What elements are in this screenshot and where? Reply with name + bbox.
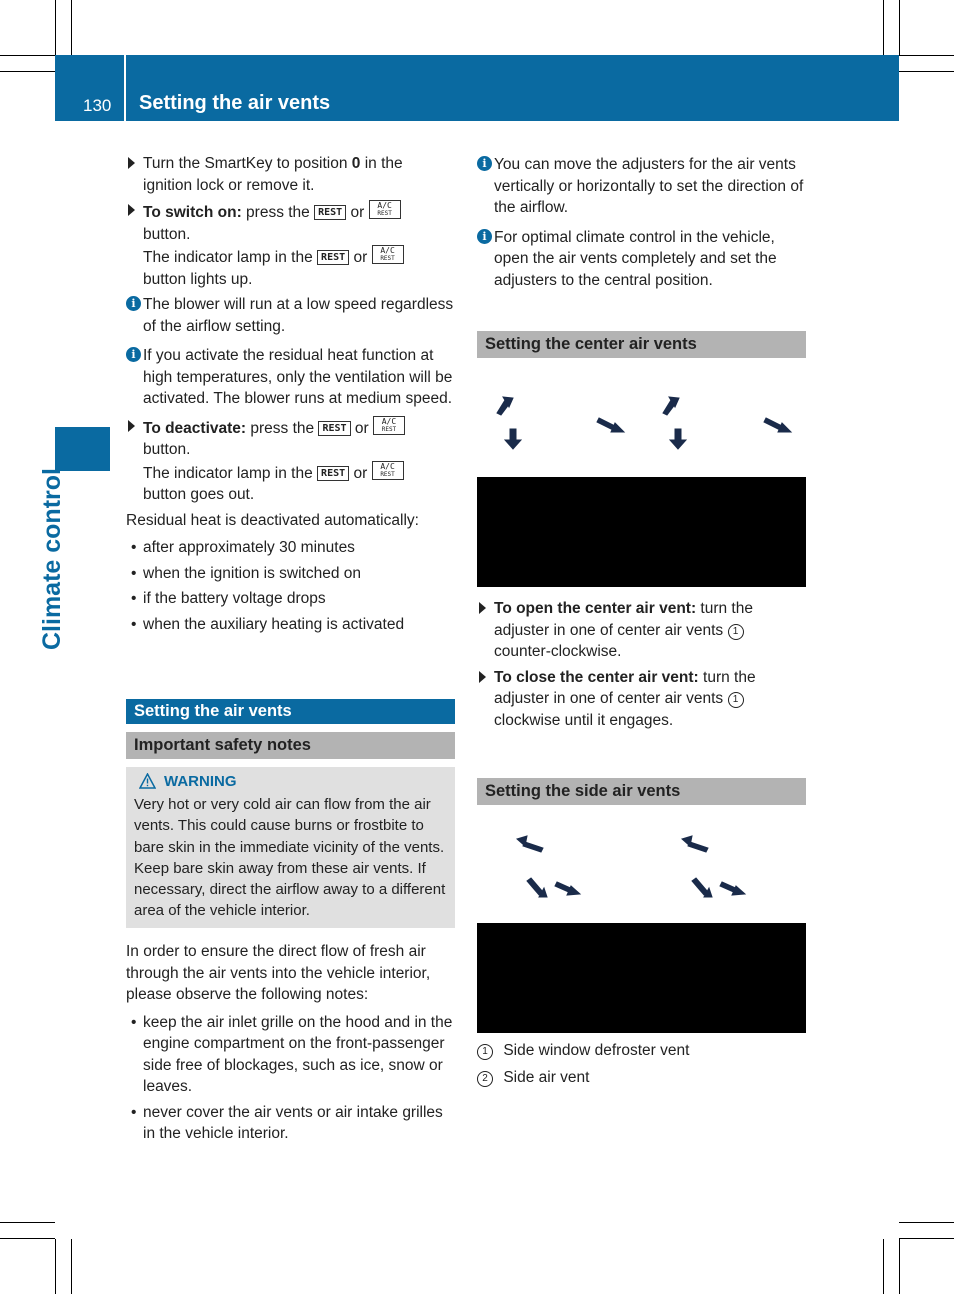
warning-text: Very hot or very cold air can flow from the air vents. This could cause burns or frostbite to bare skin in the immediate vicinity of the vents. Keep bare skin away from these air vents. If necessary, direct the airflow away to a different area of the vehicle interior. (134, 796, 446, 920)
crop-mark (899, 71, 954, 72)
header-divider (124, 55, 126, 121)
direction-arrow-icon (517, 836, 745, 897)
list-item: • after approximately 30 minutes (126, 537, 456, 559)
callout-1-icon: 1 (477, 1044, 493, 1060)
warning-triangle-icon (139, 773, 156, 789)
rest-key-icon: REST (314, 205, 346, 220)
warning-header: WARNING (134, 771, 447, 792)
info-icon: i (126, 347, 141, 362)
info-note: i For optimal climate control in the vehicle, open the air vents completely and set the adjusters to the central position. (477, 227, 809, 292)
step-arrow-icon (128, 204, 135, 216)
list-item: • if the battery voltage drops (126, 588, 456, 610)
subsection-heading: Setting the center air vents (477, 331, 806, 358)
crop-mark (71, 1239, 72, 1294)
curved-arrow-icon (497, 397, 791, 449)
crop-mark (55, 0, 56, 55)
crop-mark (71, 0, 72, 55)
legend (477, 1040, 809, 1088)
section-heading: Setting the air vents (126, 699, 455, 724)
step-arrow-icon (128, 157, 135, 169)
rest-key-icon: REST (318, 421, 350, 436)
step-item: To deactivate: press the REST or A/C REST button. The indicator lamp in the REST or A/C REST button goes out. (126, 416, 456, 506)
page-number: 130 (83, 96, 112, 115)
notes-block (126, 941, 458, 1149)
side-vents-photo (477, 923, 806, 1033)
crop-mark (883, 1239, 884, 1294)
info-icon: i (126, 296, 141, 311)
right-info-block (477, 154, 809, 295)
center-steps (477, 598, 809, 735)
page-header (55, 55, 899, 121)
legend-item: 2 Side air vent (477, 1067, 809, 1089)
step-item: To open the center air vent: turn the adjuster in one of center air vents 1 counter-clockwise. (477, 598, 809, 663)
crop-mark (899, 0, 900, 55)
crop-mark (0, 55, 55, 56)
crop-mark (899, 1238, 954, 1239)
ac-rest-key-icon: A/C REST (373, 416, 405, 435)
chapter-label: Climate control (38, 468, 66, 650)
list-item: • when the auxiliary heating is activated (126, 614, 456, 636)
ac-rest-key-icon: A/C REST (372, 245, 404, 264)
residual-intro: Residual heat is deactivated automatically: (126, 511, 419, 529)
list-item: • never cover the air vents or air intake grilles in the vehicle interior. (126, 1102, 458, 1145)
info-note: i If you activate the residual heat function at high temperatures, only the ventilation will be activated. The blower runs at medium speed. (126, 345, 456, 410)
center-vents-photo (477, 477, 806, 587)
crop-mark (899, 1239, 900, 1294)
callout-1-icon: 1 (728, 624, 744, 640)
step-arrow-icon (479, 671, 486, 683)
step-arrow-icon (479, 602, 486, 614)
chapter-tab (55, 427, 110, 471)
info-icon: i (477, 156, 492, 171)
step-item: To close the center air vent: turn the adjuster in one of center air vents 1 clockwise until it engages. (477, 667, 809, 732)
notes-intro: In order to ensure the direct flow of fresh air through the air vents into the vehicle interior, please observe the following notes: (126, 943, 431, 1003)
crop-mark (883, 0, 884, 55)
callout-1-icon: 1 (728, 692, 744, 708)
info-note: i The blower will run at a low speed regardless of the airflow setting. (126, 294, 456, 337)
step-item: To switch on: press the REST or A/C REST button. The indicator lamp in the REST or A/C REST button lights up. (126, 200, 456, 290)
subsection-heading: Important safety notes (126, 732, 455, 759)
left-column (126, 153, 456, 639)
crop-mark (899, 55, 954, 56)
ac-rest-key-icon: A/C REST (372, 461, 404, 480)
side-vents-illustration (477, 820, 806, 915)
warning-box (126, 767, 455, 928)
list-item: • keep the air inlet grille on the hood and in the engine compartment on the front-passenger side free of blockages, such as ice, snow or leaves. (126, 1012, 458, 1098)
crop-mark (0, 1238, 55, 1239)
step-arrow-icon (128, 420, 135, 432)
subsection-heading: Setting the side air vents (477, 778, 806, 805)
crop-mark (0, 1222, 55, 1223)
callout-2-icon: 2 (477, 1071, 493, 1087)
rest-key-icon: REST (317, 250, 349, 265)
info-note: i You can move the adjusters for the air vents vertically or horizontally to set the direction of the airflow. (477, 154, 809, 219)
center-vents-illustration (477, 385, 806, 475)
crop-mark (55, 1239, 56, 1294)
crop-mark (899, 1222, 954, 1223)
list-item: • when the ignition is switched on (126, 563, 456, 585)
crop-mark (0, 71, 55, 72)
ac-rest-key-icon: A/C REST (369, 200, 401, 219)
page-title: Setting the air vents (139, 92, 331, 114)
rest-key-icon: REST (317, 466, 349, 481)
step-item: Turn the SmartKey to position 0 in the ignition lock or remove it. (126, 153, 456, 196)
info-icon: i (477, 229, 492, 244)
legend-item: 1 Side window defroster vent (477, 1040, 809, 1062)
